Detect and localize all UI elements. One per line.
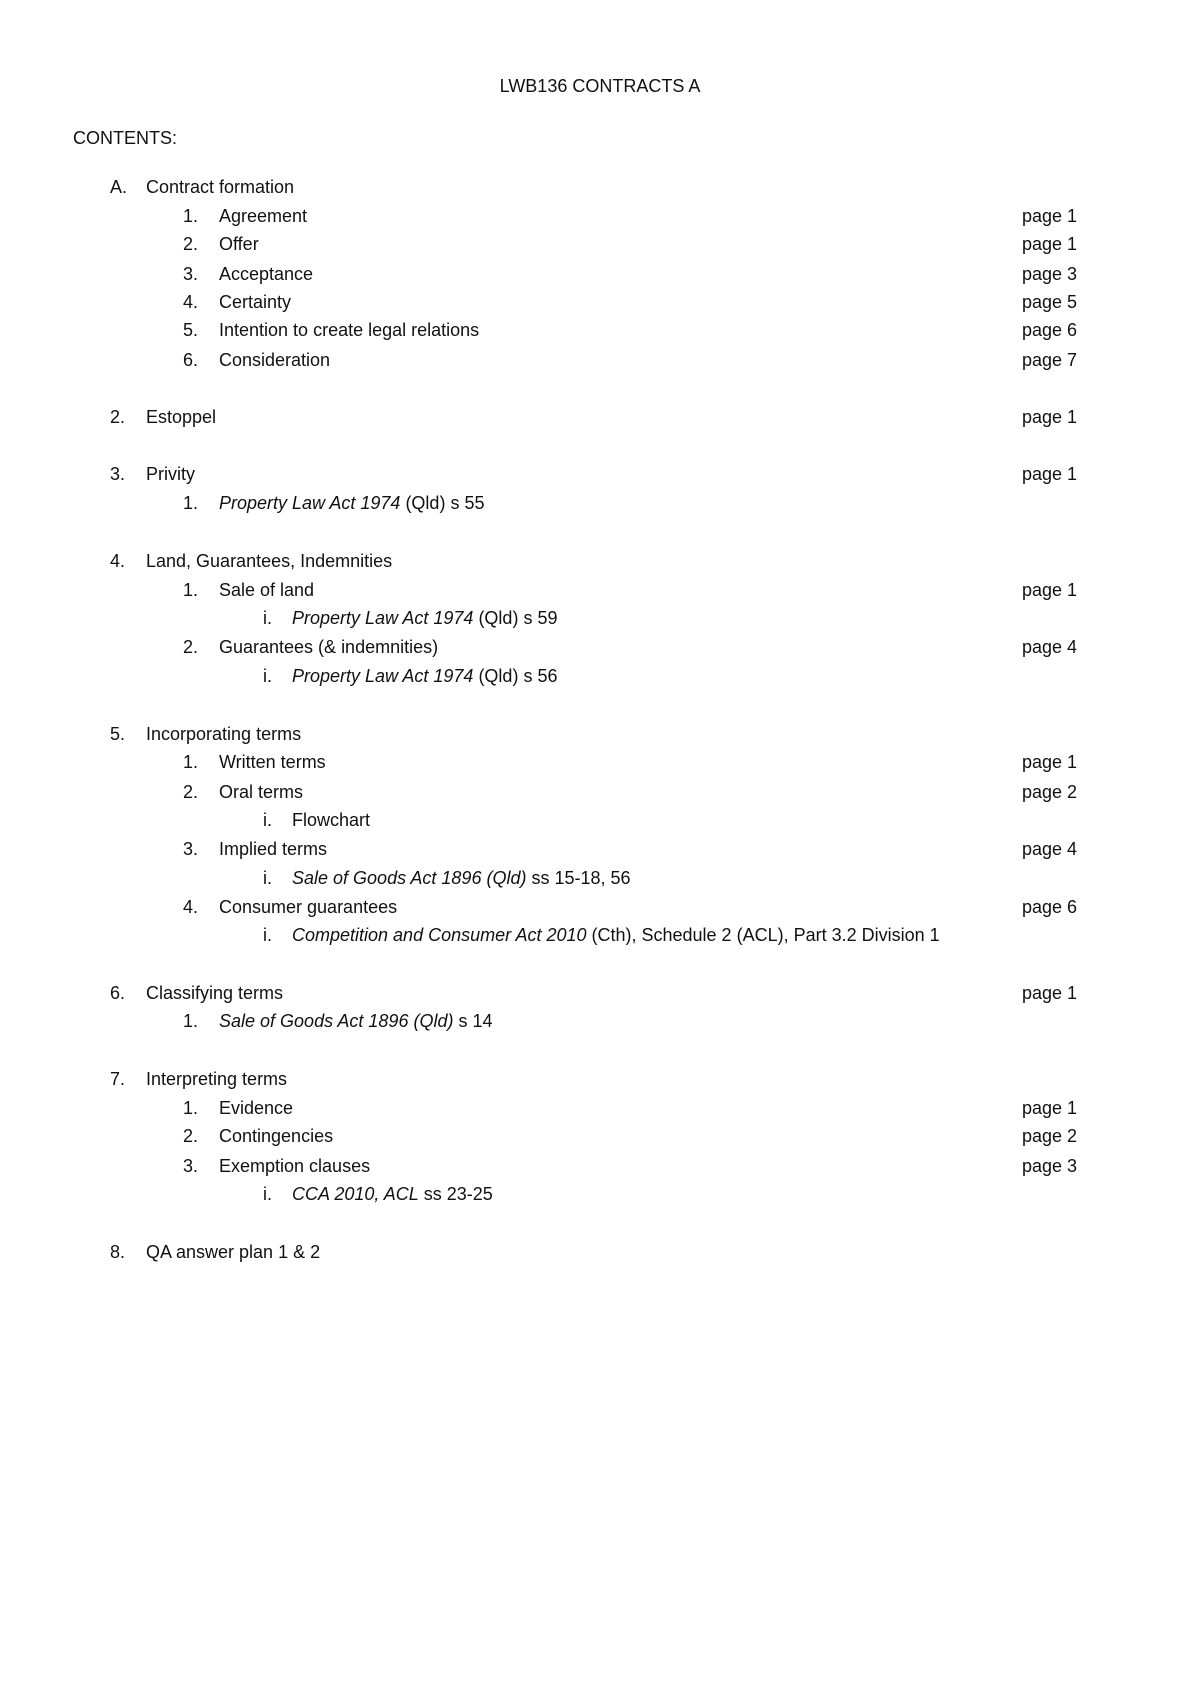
toc-item: [0, 232, 1200, 256]
entry-page-ref: page 1: [1022, 234, 1078, 254]
toc-item: [0, 348, 1200, 372]
toc-item: [0, 1096, 1200, 1120]
toc-subitem: [0, 923, 1200, 947]
toc-section: [0, 1067, 1200, 1091]
entry-label: Contract formation: [146, 177, 295, 197]
entry-label-rest: ss 15-18, 56: [526, 868, 631, 888]
entry-page-ref: page 5: [1022, 292, 1078, 312]
entry-label: Consumer guarantees: [219, 897, 398, 917]
toc-item: [0, 1009, 1200, 1033]
entry-label: Privity: [146, 464, 195, 484]
entry-label: Sale of land: [219, 580, 315, 600]
entry-label-italic: Sale of Goods Act 1896 (Qld): [292, 868, 527, 888]
entry-page-ref: page 3: [1022, 1156, 1078, 1176]
entry-label-rest: ss 23-25: [418, 1184, 493, 1204]
entry-page-ref: page 1: [1022, 983, 1078, 1003]
toc-section: [0, 549, 1200, 573]
toc-section: [0, 405, 1200, 429]
entry-page-ref: page 2: [1022, 1126, 1078, 1146]
entry-label: Incorporating terms: [146, 724, 302, 744]
entry-number: 2.: [183, 782, 199, 802]
entry-number: 3.: [183, 1156, 199, 1176]
entry-number: 3.: [183, 839, 199, 859]
entry-number: 2.: [183, 637, 199, 657]
toc-item: [0, 1124, 1200, 1148]
entry-number: 2.: [110, 407, 126, 427]
toc-item: [0, 635, 1200, 659]
entry-label: Interpreting terms: [146, 1069, 288, 1089]
entry-label: [292, 808, 370, 832]
entry-page-ref: page 1: [1022, 464, 1078, 484]
toc-section: [0, 462, 1200, 486]
toc-subitem: [0, 866, 1200, 890]
entry-page-ref: page 3: [1022, 264, 1078, 284]
entry-page-ref: page 6: [1022, 320, 1078, 340]
entry-number: 1.: [183, 206, 199, 226]
entry-number: 4.: [110, 551, 126, 571]
entry-number: 4.: [183, 897, 199, 917]
toc-item: [0, 204, 1200, 228]
entry-label-italic: Competition and Consumer Act 2010: [292, 925, 587, 945]
entry-number: 1.: [183, 1098, 199, 1118]
document-title: LWB136 CONTRACTS A: [499, 76, 701, 96]
toc-item: [0, 262, 1200, 286]
entry-label: [219, 491, 484, 515]
entry-label: [292, 664, 557, 688]
toc-section: [0, 722, 1200, 746]
entry-number: 5.: [183, 320, 199, 340]
entry-label: [292, 923, 940, 947]
entry-number: 6.: [183, 350, 199, 370]
toc-item: [0, 895, 1200, 919]
entry-label: Intention to create legal relations: [219, 320, 480, 340]
entry-page-ref: page 4: [1022, 839, 1078, 859]
entry-label: Land, Guarantees, Indemnities: [146, 551, 393, 571]
entry-label-italic: CCA 2010, ACL: [292, 1184, 419, 1204]
toc-item: [0, 837, 1200, 861]
toc-subitem: [0, 1182, 1200, 1206]
entry-label-rest: (Qld) s 55: [400, 493, 485, 513]
entry-number: 5.: [110, 724, 126, 744]
entry-number: 6.: [110, 983, 126, 1003]
entry-label: Acceptance: [219, 264, 314, 284]
entry-page-ref: page 7: [1022, 350, 1078, 370]
toc-item: [0, 578, 1200, 602]
entry-label: [219, 1009, 493, 1033]
entry-label: [292, 606, 557, 630]
entry-number: i.: [263, 666, 272, 686]
entry-label-rest: (Qld) s 56: [473, 666, 558, 686]
entry-label-italic: Property Law Act 1974: [219, 493, 401, 513]
entry-label: Agreement: [219, 206, 308, 226]
toc-section: [0, 981, 1200, 1005]
entry-number: 8.: [110, 1242, 126, 1262]
entry-label-rest: (Qld) s 59: [473, 608, 558, 628]
entry-number: 1.: [183, 493, 199, 513]
entry-label-italic: Sale of Goods Act 1896 (Qld): [219, 1011, 454, 1031]
entry-label: Guarantees (& indemnities): [219, 637, 439, 657]
entry-number: 2.: [183, 234, 199, 254]
entry-page-ref: page 1: [1022, 580, 1078, 600]
entry-page-ref: page 1: [1022, 1098, 1078, 1118]
entry-label-rest: Flowchart: [292, 810, 371, 830]
entry-label: Evidence: [219, 1098, 294, 1118]
entry-label: Written terms: [219, 752, 326, 772]
entry-page-ref: page 1: [1022, 752, 1078, 772]
entry-label-italic: Property Law Act 1974: [292, 608, 474, 628]
entry-number: 4.: [183, 292, 199, 312]
entry-number: i.: [263, 868, 272, 888]
entry-label: Offer: [219, 234, 259, 254]
entry-label: Estoppel: [146, 407, 217, 427]
entry-number: 3.: [183, 264, 199, 284]
entry-label: QA answer plan 1 & 2: [146, 1242, 321, 1262]
entry-label-rest: (Cth), Schedule 2 (ACL), Part 3.2 Division 1: [586, 925, 940, 945]
toc-subitem: [0, 808, 1200, 832]
entry-number: 1.: [183, 1011, 199, 1031]
toc-item: [0, 290, 1200, 314]
entry-label: Consideration: [219, 350, 331, 370]
entry-label: [292, 1182, 493, 1206]
entry-page-ref: page 2: [1022, 782, 1078, 802]
toc-subitem: [0, 606, 1200, 630]
entry-page-ref: page 4: [1022, 637, 1078, 657]
entry-number: 7.: [110, 1069, 126, 1089]
entry-number: i.: [263, 608, 272, 628]
entry-label: Exemption clauses: [219, 1156, 371, 1176]
entry-label: Implied terms: [219, 839, 328, 859]
entry-label: [292, 866, 631, 890]
entry-number: 3.: [110, 464, 126, 484]
entry-number: 1.: [183, 580, 199, 600]
entry-label-rest: s 14: [453, 1011, 493, 1031]
toc-subitem: [0, 664, 1200, 688]
entry-label: Certainty: [219, 292, 292, 312]
entry-label: Oral terms: [219, 782, 304, 802]
toc-item: [0, 318, 1200, 342]
entry-number: i.: [263, 925, 272, 945]
entry-page-ref: page 1: [1022, 206, 1078, 226]
toc-section: [0, 175, 1200, 199]
toc-item: [0, 491, 1200, 515]
toc-section: [0, 1240, 1200, 1264]
entry-number: 1.: [183, 752, 199, 772]
entry-number: i.: [263, 810, 272, 830]
entry-label: Classifying terms: [146, 983, 284, 1003]
entry-page-ref: page 6: [1022, 897, 1078, 917]
entry-label-italic: Property Law Act 1974: [292, 666, 474, 686]
entry-label: Contingencies: [219, 1126, 334, 1146]
toc-item: [0, 780, 1200, 804]
entry-number: i.: [263, 1184, 272, 1204]
contents-heading: CONTENTS:: [73, 128, 178, 148]
entry-page-ref: page 1: [1022, 407, 1078, 427]
toc-item: [0, 750, 1200, 774]
toc-item: [0, 1154, 1200, 1178]
entry-number: 2.: [183, 1126, 199, 1146]
entry-number: A.: [110, 177, 128, 197]
